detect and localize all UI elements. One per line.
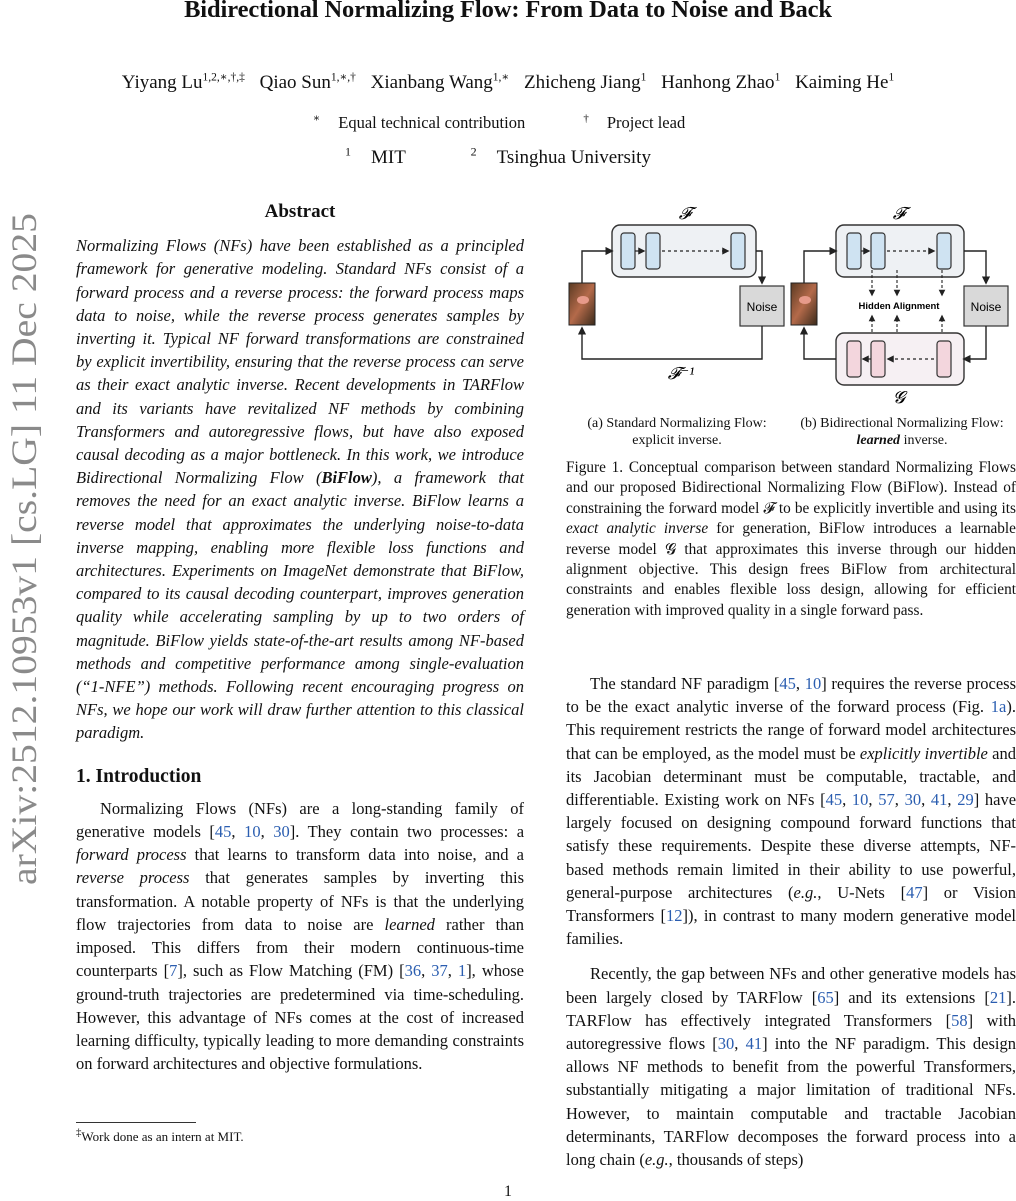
figure-1-caption: Figure 1. Conceptual comparison between standard Normalizing Flows and our proposed Bidirectional Normalizing Flow (BiFlow). Instead of constraining the forward model 𝓕 to be explicitly invertible and using its exact analytic inverse for generation, BiFlow introduces a learnable reverse model 𝓖 that approximates this inverse through our hidden alignment objective. This design frees BiFlow from architectural constraints and enables flexible loss design, allowing for efficient generation with improved quality in a single forward pass.: [566, 459, 1016, 619]
flow-block: [646, 233, 660, 269]
introduction-heading: 1. Introduction: [76, 765, 202, 787]
flow-block: [621, 233, 635, 269]
citation-link[interactable]: 47: [906, 882, 923, 902]
author-3: Xianbang Wang$^{1,∗}$: [370, 72, 510, 94]
citation-link[interactable]: 7: [169, 961, 178, 981]
arxiv-sidebar: [0, 205, 58, 895]
flow-block: [937, 233, 951, 269]
author-list: [0, 70, 1016, 94]
figure-1: [566, 202, 1016, 452]
flow-block: [871, 233, 885, 269]
author-4: Zhicheng Jiang$^1$: [524, 72, 647, 94]
intro-paragraph-2: The standard NF paradigm [45, 10] requires the reverse process to be the exact analytic inverse of the forward process (Fig. 1a). This requirement restricts the range of forward model architectures that can be employed, as the model must be explicitly invertible and its Jacobian determinant must be computable, tractable, and differentiable. Existing work on NFs [45, 10, 57, 30, 41, 29] have largely focused on designing compound forward functions that satisfy these requirements. Despite these diverse attempts, NF-based methods remain limited in their ability to use powerful, general-purpose architectures (e.g., U-Nets [47] or Vision Transformers [12]), in contrast to many modern generative model families.: [566, 674, 1016, 949]
footnote-rule: [76, 1122, 196, 1123]
abstract-text: Normalizing Flows (NFs) have been established as a principled framework for generative modeling. Standard NFs consist of a forward process and a reverse process: the forward process maps data to noise, while the reverse process generates samples by inverting it. Typical NF forward transformations are constrained by explicit invertibility, ensuring that the reverse process can serve as their exact analytic inverse. Recent developments in TARFlow and its variants have revitalized NF methods by combining Transformers and autoregressive flows, but have also exposed causal decoding as a major bottleneck. In this work, we introduce Bidirectional Normalizing Flow (BiFlow), a framework that removes the need for an exact analytic inverse. BiFlow learns a reverse model that approximates the underlying noise-to-data inverse mapping, enabling more flexible loss functions and architectures. Experiments on ImageNet demonstrate that BiFlow, compared to its causal decoding counterpart, improves generation quality while accelerating sampling by up to two orders of magnitude. BiFlow yields state-of-the-art results among NF-based methods and competitive performance among single-evaluation (“1-NFE”) methods. Following recent encouraging progress on NFs, we hope our work will draw further attention to this classical paradigm.: [76, 236, 524, 743]
page-number: 1: [504, 1183, 512, 1200]
affiliation-2: $^2$ Tsinghua University: [470, 145, 651, 169]
flamingo-shape: [799, 296, 811, 304]
citation-link[interactable]: 30: [273, 822, 290, 842]
reverse-block: [847, 341, 861, 377]
inverse-model-label-a: 𝓕⁻¹: [667, 364, 695, 383]
footnote: [76, 1122, 376, 1145]
affiliations: [0, 145, 1016, 169]
author-6: Kaiming He$^1$: [795, 72, 895, 94]
reverse-model-label-b: 𝓖: [893, 388, 905, 407]
panel-a-standard-nf: [569, 204, 784, 383]
left-column: [76, 200, 524, 1075]
subcaption-b: (b) Bidirectional Normalizing Flow: learned inverse.: [800, 416, 1004, 448]
data-image-b: [791, 283, 817, 325]
subcaption-a: (a) Standard Normalizing Flow: explicit inverse.: [587, 416, 767, 448]
hidden-alignment-label: Hidden Alignment: [858, 301, 940, 312]
citation-link[interactable]: 30: [904, 790, 922, 810]
equal-contribution-note: ∗ Equal technical contribution: [312, 112, 526, 132]
citation-link[interactable]: 41: [745, 1034, 763, 1054]
citation-link[interactable]: 10: [851, 790, 869, 810]
affiliation-1: $^1$ MIT: [345, 145, 406, 169]
figure-reference-link[interactable]: 1a: [990, 697, 1007, 717]
project-lead-note: † Project lead: [583, 112, 686, 132]
citation-link[interactable]: 36: [404, 961, 422, 981]
forward-model-label-b: 𝓕: [892, 204, 906, 223]
citation-link[interactable]: 45: [779, 674, 796, 693]
citation-link[interactable]: 65: [817, 987, 834, 1007]
flow-block: [847, 233, 861, 269]
author-2: Qiao Sun$^{1,∗,\dagger}$: [259, 72, 356, 94]
abstract-heading: Abstract: [264, 201, 336, 222]
arxiv-identifier: arXiv:2512.10953v1 [cs.LG] 11 Dec 2025: [4, 274, 44, 885]
citation-link[interactable]: 45: [825, 790, 843, 810]
data-image-a: [569, 283, 595, 325]
arxiv-sidebar-svg: [0, 205, 58, 895]
citation-link[interactable]: 30: [717, 1034, 735, 1054]
contribution-notes: [0, 111, 1016, 133]
reverse-block: [937, 341, 951, 377]
paper-title: Bidirectional Normalizing Flow: From Data to Noise and Back: [184, 0, 832, 23]
flow-block: [731, 233, 745, 269]
right-column: [566, 672, 1016, 1171]
citation-link[interactable]: 37: [431, 961, 448, 981]
forward-model-label-a: 𝓕: [678, 204, 692, 223]
author-1: Yiyang $Lu^{1,2,∗,\dagger,\ddagger}$: [121, 72, 245, 94]
reverse-block: [871, 341, 885, 377]
citation-link[interactable]: 45: [214, 822, 232, 842]
citation-link[interactable]: 58: [951, 1010, 968, 1030]
citation-link[interactable]: 41: [930, 790, 948, 810]
citation-link[interactable]: 1: [457, 961, 467, 981]
citation-link[interactable]: 12: [666, 906, 683, 926]
footnote-text: ‡Work done as an intern at MIT.: [76, 1127, 244, 1145]
noise-label-a: Noise: [746, 300, 778, 314]
intro-paragraph-1: Normalizing Flows (NFs) are a long-standing family of generative models [45, 10, 30]. They contain two processes: a forward process that learns to transform data into noise, and a reverse process that generates samples by inverting this transformation. A notable property of NFs is that the underlying flow trajectories from data to noise are learned rather than imposed. This differs from their modern continuous-time counterparts [7], such as Flow Matching (FM) [36, 37, 1], whose ground-truth trajectories are predetermined via time-scheduling. However, this advantage of NFs comes at the cost of increased learning difficulty, typically leading to more demanding constraints on forward architectures and objective formulations.: [76, 798, 525, 1074]
citation-link[interactable]: 29: [957, 790, 974, 810]
intro-paragraph-3: Recently, the gap between NFs and other generative models has been largely closed by TARFlow [65] and its extensions [21]. TARFlow has effectively integrated Transformers [58] with autoregressive flows [30, 41] into the NF paradigm. This design allows NF methods to benefit from the powerful Transformers, substantially mitigating a major limitation of traditional NFs. However, to maintain computable and tractable Jacobian determinants, TARFlow decomposes the forward process into a long chain (e.g., thousands of steps): [566, 964, 1016, 1170]
citation-link[interactable]: 21: [989, 987, 1007, 1007]
citation-link[interactable]: 57: [878, 790, 895, 810]
panel-b-biflow: [791, 204, 1008, 407]
author-5: Hanhong Zhao$^1$: [661, 72, 781, 94]
flamingo-shape: [577, 296, 589, 304]
citation-link[interactable]: 10: [244, 822, 261, 842]
noise-label-b: Noise: [970, 300, 1002, 314]
citation-link[interactable]: 10: [804, 674, 822, 693]
